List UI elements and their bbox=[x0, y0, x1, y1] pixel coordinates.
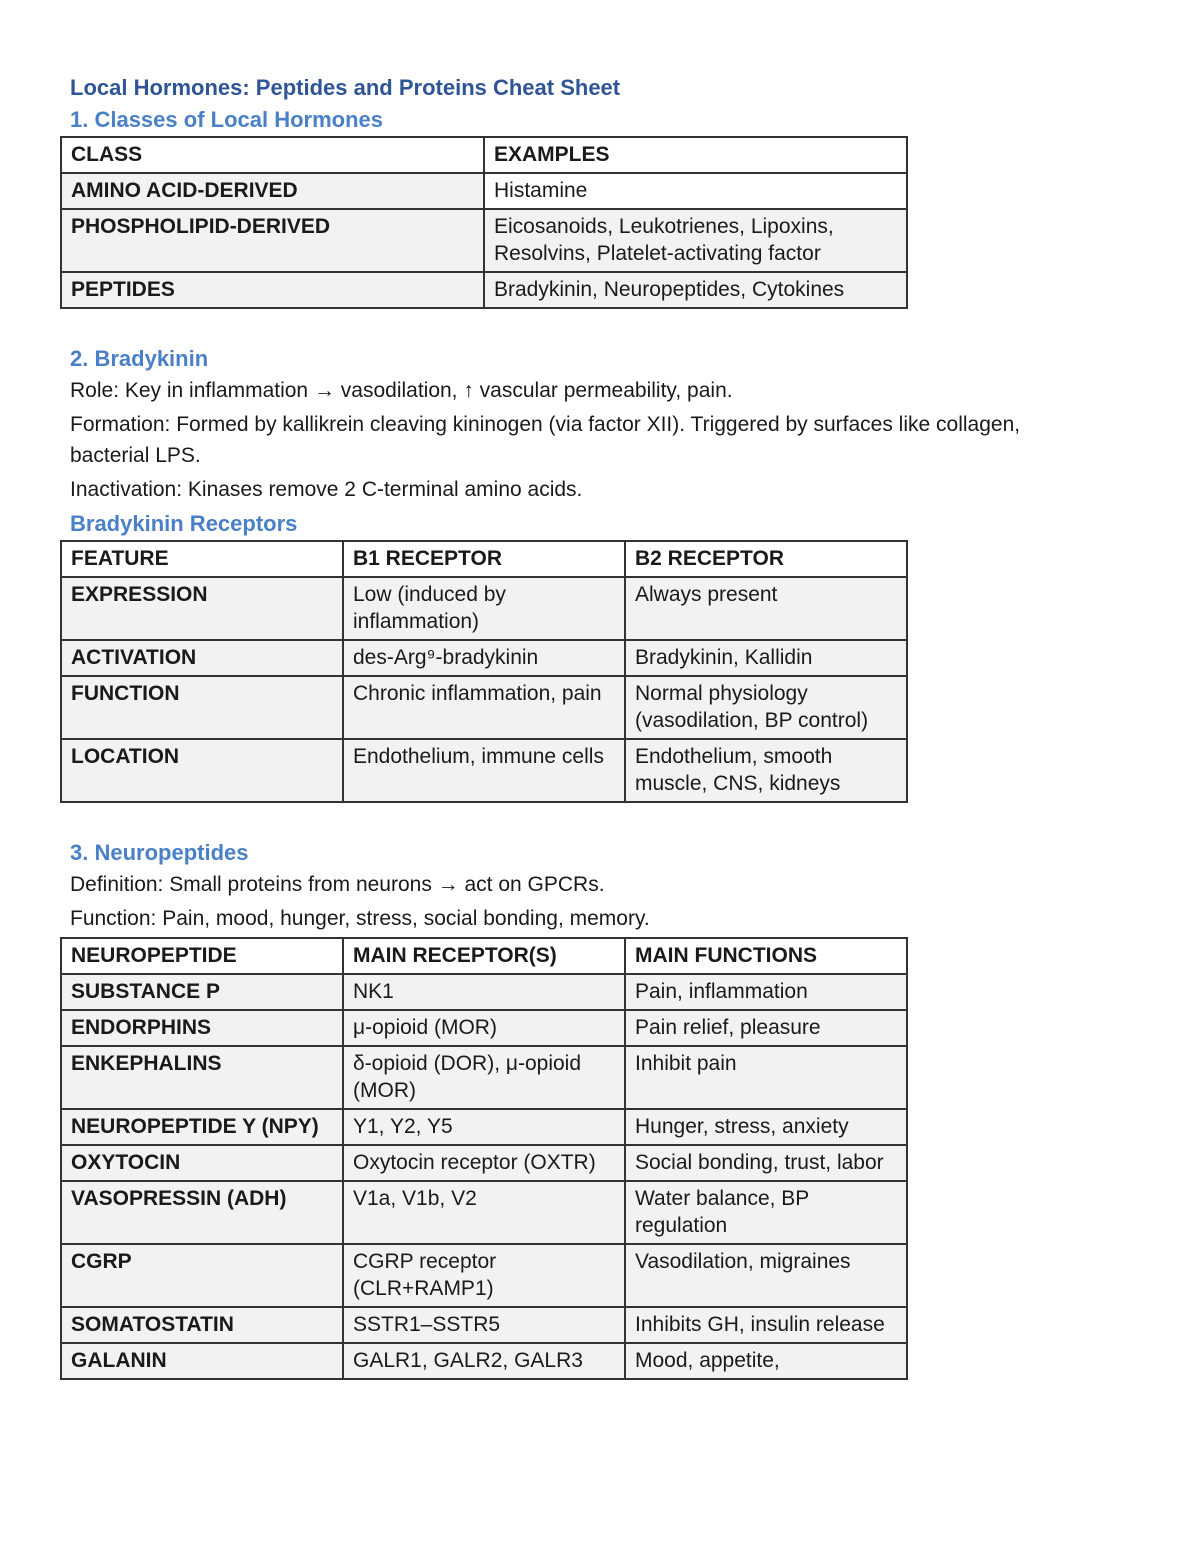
table-row bbox=[61, 1010, 907, 1046]
column-header: EXAMPLES bbox=[484, 137, 907, 173]
section-1-heading: 1. Classes of Local Hormones bbox=[70, 107, 383, 132]
receptor-cell: Oxytocin receptor (OXTR) bbox=[343, 1145, 625, 1181]
functions-cell: Social bonding, trust, labor bbox=[625, 1145, 907, 1181]
classes-table bbox=[60, 136, 908, 309]
functions-cell: Mood, appetite, bbox=[625, 1343, 907, 1379]
functions-cell: Pain, inflammation bbox=[625, 974, 907, 1010]
table-row bbox=[61, 1343, 907, 1379]
column-header: CLASS bbox=[61, 137, 484, 173]
table-row bbox=[61, 1244, 907, 1307]
functions-cell: Pain relief, pleasure bbox=[625, 1010, 907, 1046]
examples-cell: Eicosanoids, Leukotrienes, Lipoxins, Resolvins, Platelet-activating factor bbox=[484, 209, 907, 272]
b1-cell: Low (induced by inflammation) bbox=[343, 577, 625, 640]
table-row bbox=[61, 209, 907, 272]
column-header: MAIN RECEPTOR(S) bbox=[343, 938, 625, 974]
neuropeptide-cell: CGRP bbox=[61, 1244, 343, 1307]
functions-cell: Inhibit pain bbox=[625, 1046, 907, 1109]
examples-cell: Bradykinin, Neuropeptides, Cytokines bbox=[484, 272, 907, 308]
neuropeptide-cell: SOMATOSTATIN bbox=[61, 1307, 343, 1343]
neuropeptide-cell: SUBSTANCE P bbox=[61, 974, 343, 1010]
receptor-cell: CGRP receptor (CLR+RAMP1) bbox=[343, 1244, 625, 1307]
feature-cell: FUNCTION bbox=[61, 676, 343, 739]
b1-cell: des-Arg⁹-bradykinin bbox=[343, 640, 625, 676]
table-row bbox=[61, 173, 907, 209]
formation-text: Formation: Formed by kallikrein cleaving kininogen (via factor XII). Triggered by surfaces like collagen, bacterial LPS. bbox=[70, 413, 1021, 467]
role-text: Role: Key in inflammation → vasodilation, ↑ vascular permeability, pain. bbox=[70, 379, 733, 402]
functions-cell: Vasodilation, migraines bbox=[625, 1244, 907, 1307]
feature-cell: EXPRESSION bbox=[61, 577, 343, 640]
neuropeptide-cell: VASOPRESSIN (ADH) bbox=[61, 1181, 343, 1244]
receptor-cell: GALR1, GALR2, GALR3 bbox=[343, 1343, 625, 1379]
class-cell: AMINO ACID-DERIVED bbox=[61, 173, 484, 209]
class-cell: PEPTIDES bbox=[61, 272, 484, 308]
table-row bbox=[61, 577, 907, 640]
receptor-cell: δ-opioid (DOR), μ-opioid (MOR) bbox=[343, 1046, 625, 1109]
neuropeptides-table bbox=[60, 937, 908, 1380]
table-row bbox=[61, 1307, 907, 1343]
b2-cell: Always present bbox=[625, 577, 907, 640]
column-header: MAIN FUNCTIONS bbox=[625, 938, 907, 974]
b2-cell: Normal physiology (vasodilation, BP control) bbox=[625, 676, 907, 739]
functions-cell: Inhibits GH, insulin release bbox=[625, 1307, 907, 1343]
bradykinin-receptors-table bbox=[60, 540, 908, 803]
receptor-cell: V1a, V1b, V2 bbox=[343, 1181, 625, 1244]
table-row bbox=[61, 1109, 907, 1145]
definition-text: Definition: Small proteins from neurons → act on GPCRs. bbox=[70, 873, 605, 896]
receptor-cell: NK1 bbox=[343, 974, 625, 1010]
receptor-cell: Y1, Y2, Y5 bbox=[343, 1109, 625, 1145]
document-title: Local Hormones: Peptides and Proteins Cheat Sheet bbox=[70, 75, 621, 100]
table-row bbox=[61, 272, 907, 308]
b1-cell: Chronic inflammation, pain bbox=[343, 676, 625, 739]
feature-cell: LOCATION bbox=[61, 739, 343, 802]
table-row bbox=[61, 974, 907, 1010]
b1-cell: Endothelium, immune cells bbox=[343, 739, 625, 802]
table-header-row bbox=[61, 137, 907, 173]
b2-cell: Endothelium, smooth muscle, CNS, kidneys bbox=[625, 739, 907, 802]
column-header: B1 RECEPTOR bbox=[343, 541, 625, 577]
feature-cell: ACTIVATION bbox=[61, 640, 343, 676]
document-page bbox=[70, 72, 1170, 1380]
functions-cell: Water balance, BP regulation bbox=[625, 1181, 907, 1244]
table-row bbox=[61, 1046, 907, 1109]
table-row bbox=[61, 1145, 907, 1181]
table-header-row bbox=[61, 938, 907, 974]
table-row bbox=[61, 739, 907, 802]
table-row bbox=[61, 640, 907, 676]
receptor-cell: SSTR1–SSTR5 bbox=[343, 1307, 625, 1343]
column-header: FEATURE bbox=[61, 541, 343, 577]
neuropeptide-cell: ENDORPHINS bbox=[61, 1010, 343, 1046]
neuropeptide-cell: NEUROPEPTIDE Y (NPY) bbox=[61, 1109, 343, 1145]
receptor-cell: μ-opioid (MOR) bbox=[343, 1010, 625, 1046]
function-text: Function: Pain, mood, hunger, stress, social bonding, memory. bbox=[70, 907, 650, 930]
inactivation-text: Inactivation: Kinases remove 2 C-terminal amino acids. bbox=[70, 478, 583, 501]
functions-cell: Hunger, stress, anxiety bbox=[625, 1109, 907, 1145]
column-header: B2 RECEPTOR bbox=[625, 541, 907, 577]
class-cell: PHOSPHOLIPID-DERIVED bbox=[61, 209, 484, 272]
neuropeptide-cell: GALANIN bbox=[61, 1343, 343, 1379]
b2-cell: Bradykinin, Kallidin bbox=[625, 640, 907, 676]
table-row bbox=[61, 1181, 907, 1244]
neuropeptide-cell: ENKEPHALINS bbox=[61, 1046, 343, 1109]
receptors-heading: Bradykinin Receptors bbox=[70, 511, 298, 536]
table-row bbox=[61, 676, 907, 739]
column-header: NEUROPEPTIDE bbox=[61, 938, 343, 974]
table-header-row bbox=[61, 541, 907, 577]
section-2-heading: 2. Bradykinin bbox=[70, 346, 209, 371]
neuropeptide-cell: OXYTOCIN bbox=[61, 1145, 343, 1181]
examples-cell: Histamine bbox=[484, 173, 907, 209]
section-3-heading: 3. Neuropeptides bbox=[70, 840, 249, 865]
